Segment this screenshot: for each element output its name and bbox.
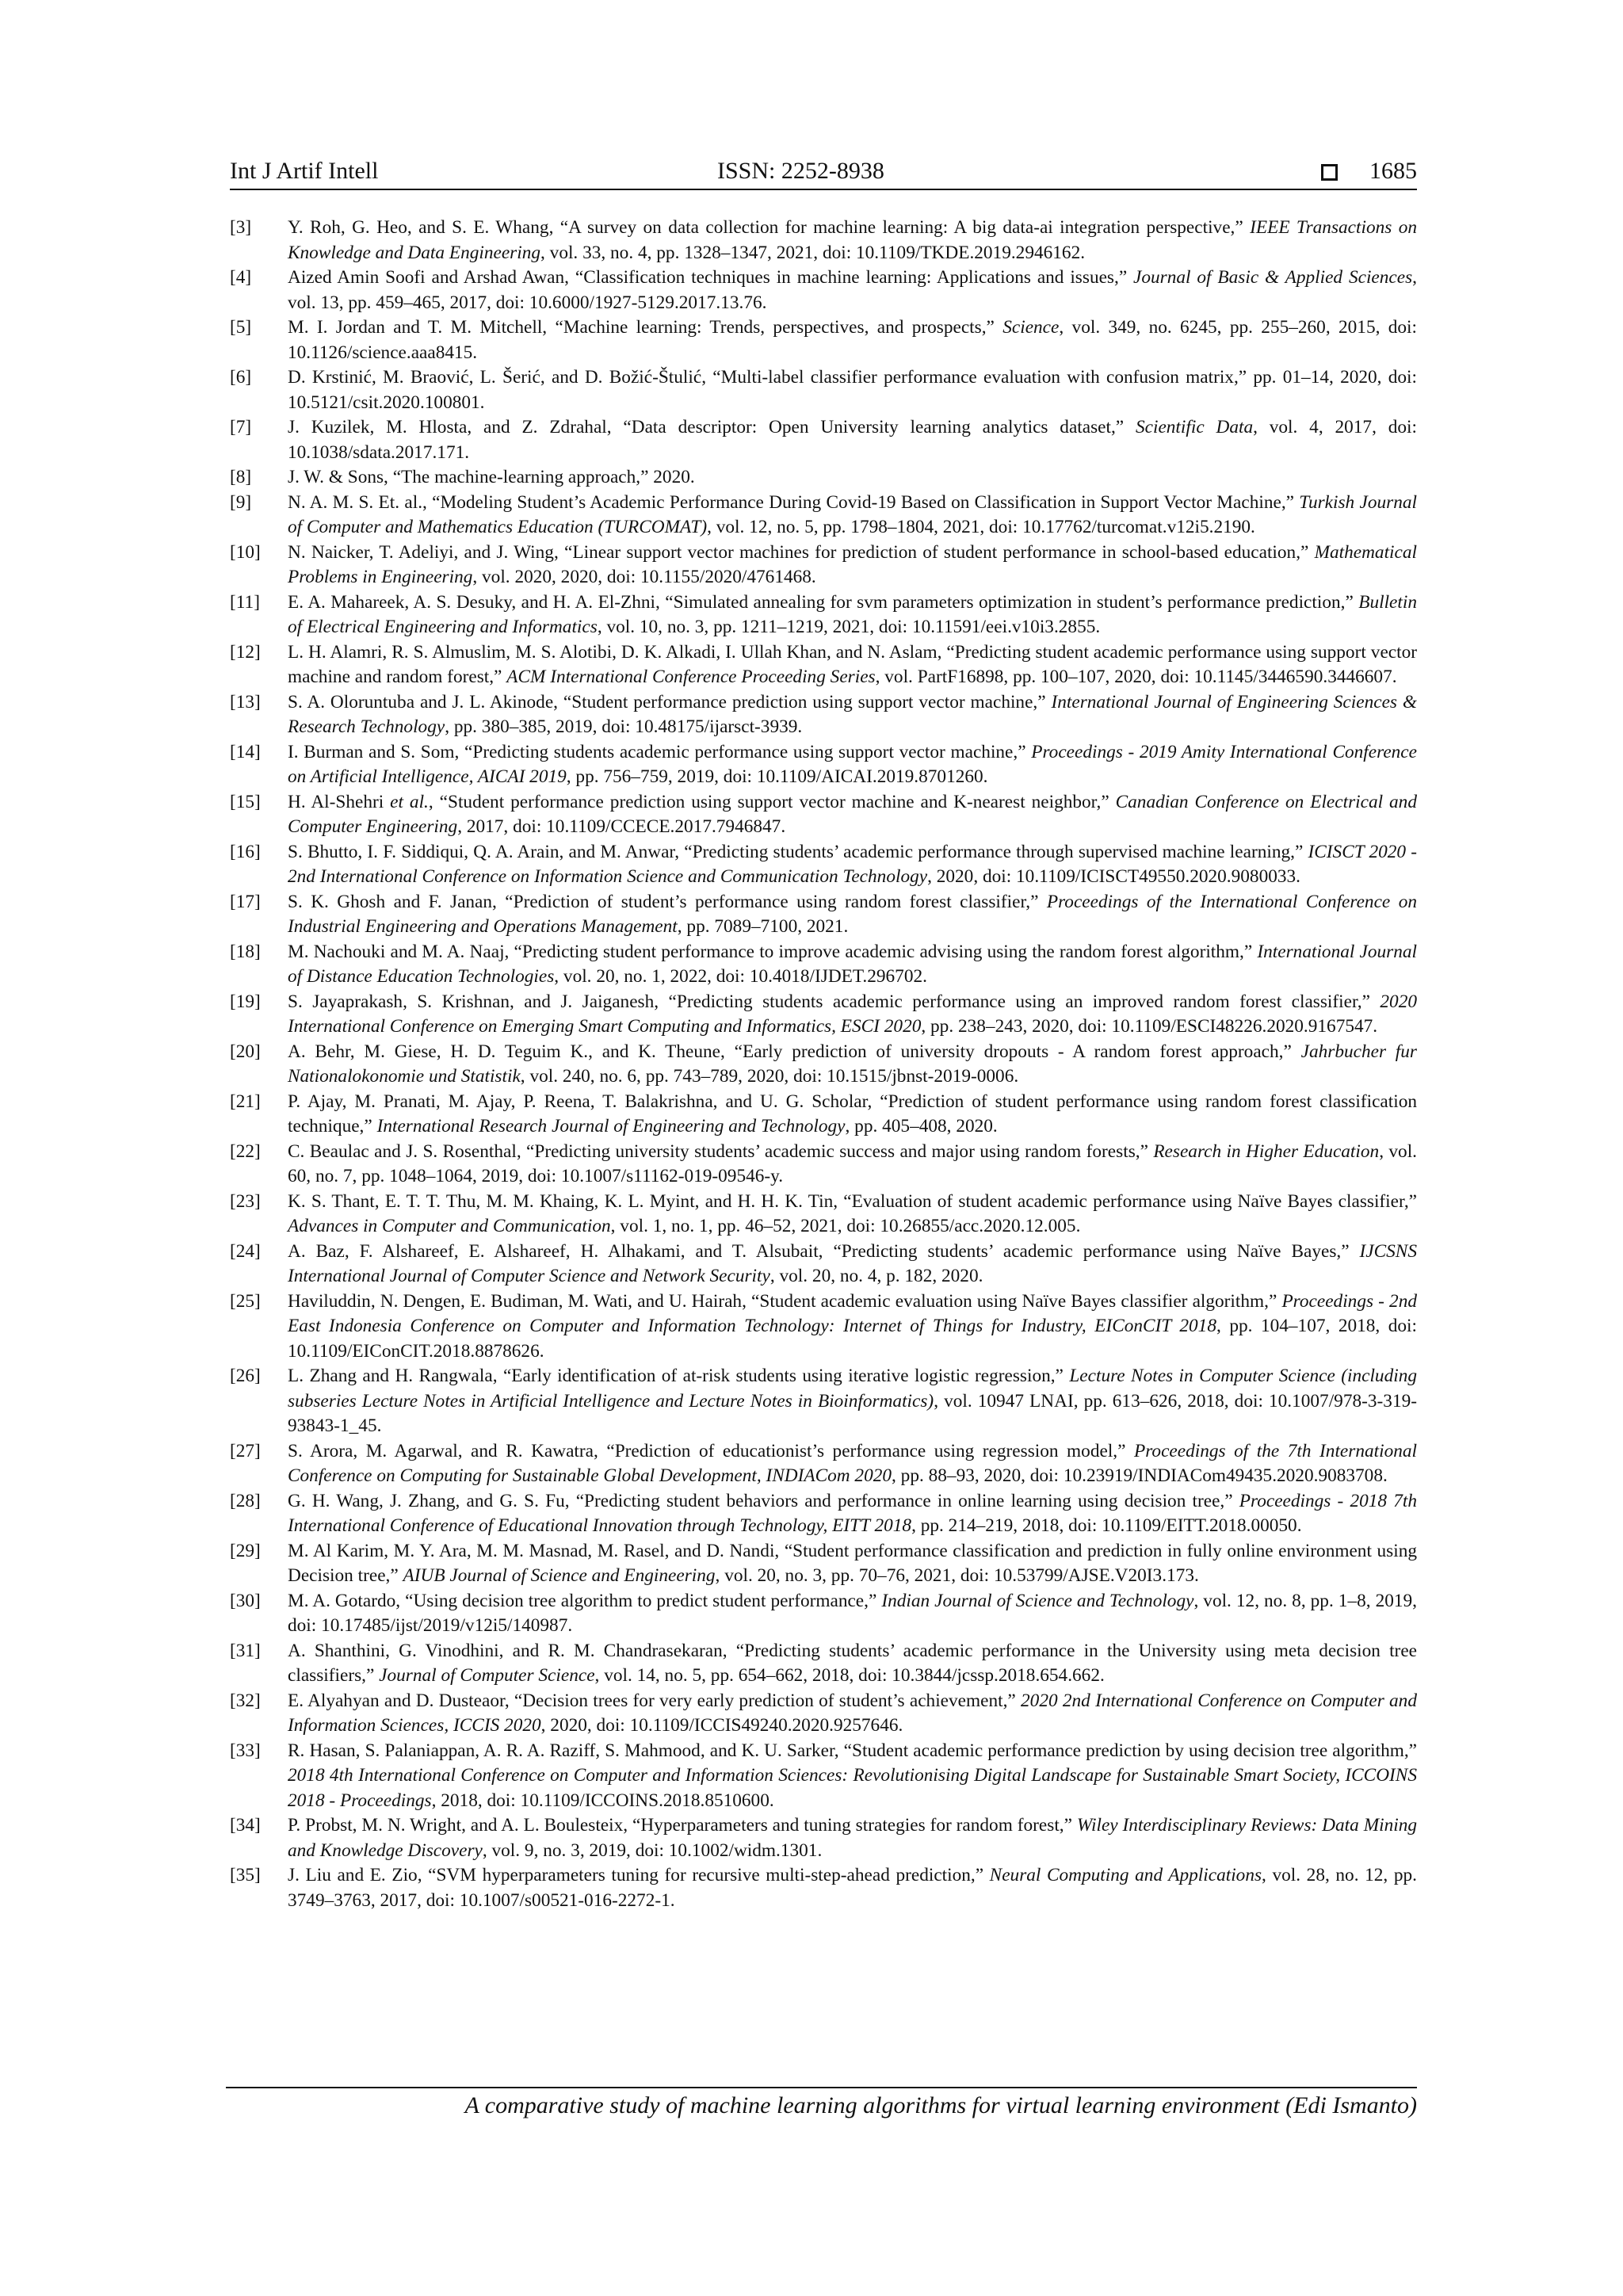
reference-text [288, 740, 1417, 790]
reference-segment: , 2020, doi: 10.1109/ICCIS49240.2020.9257646. [540, 1715, 903, 1736]
reference-item [230, 1240, 1417, 1289]
reference-venue: Neural Computing and Applications [989, 1865, 1262, 1885]
reference-segment: J. W. & Sons, “The machine-learning approach,” 2020. [288, 467, 695, 487]
reference-segment: S. K. Ghosh and F. Janan, “Prediction of student’s performance using random forest classifier,” [288, 891, 1047, 912]
reference-venue: Proceedings - 2019 Amity International Conference on Artificial Intelligence, AICAI 2019 [288, 741, 1417, 787]
reference-segment: E. A. Mahareek, A. S. Desuky, and H. A. El-Zhni, “Simulated annealing for svm parameters optimization in student’s performance prediction,” [288, 591, 1359, 613]
reference-text [288, 640, 1417, 690]
reference-venue: International Research Journal of Engineering and Technology [376, 1116, 846, 1137]
reference-venue: Proceedings of the International Conference on Industrial Engineering and Operations Management [288, 891, 1417, 937]
reference-segment: , vol. 10947 LNAI, pp. 613–626, 2018, doi: 10.1007/978-3-319-93843-1_45. [288, 1390, 1417, 1436]
reference-text [288, 1090, 1417, 1140]
running-header [230, 155, 1417, 187]
reference-segment: , pp. 405–408, 2020. [845, 1116, 998, 1137]
reference-text [288, 790, 1417, 840]
reference-number: [10] [230, 541, 261, 563]
reference-venue: IJCSNS International Journal of Computer Science and Network Security [288, 1240, 1417, 1286]
reference-item [230, 1813, 1417, 1863]
reference-segment: , 2017, doi: 10.1109/CCECE.2017.7946847. [457, 816, 786, 837]
reference-venue: Proceedings - 2018 7th International Conference of Educational Innovation through Technology, EITT 2018 [288, 1490, 1417, 1536]
page-number-group [1321, 155, 1417, 187]
reference-item [230, 1489, 1417, 1539]
reference-venue: Bulletin of Electrical Engineering and Informatics [288, 591, 1417, 637]
reference-item [230, 590, 1417, 640]
reference-venue: ICISCT 2020 - 2nd International Conference on Information Science and Communication Technology [288, 841, 1418, 887]
reference-segment: , pp. 104–107, 2018, doi: 10.1109/EIConCIT.2018.8878626. [288, 1316, 1418, 1362]
reference-segment: D. Krstinić, M. Braović, L. Šerić, and D. Božić-Štulić, “Multi-label classifier performance evaluation with confusion matrix,” pp. 01–14, 2020, doi: 10.5121/csit.2020.100801. [288, 367, 1417, 413]
reference-text [288, 315, 1417, 365]
reference-item [230, 365, 1417, 415]
header-rule [230, 189, 1417, 190]
reference-segment: , vol. 20, no. 3, pp. 70–76, 2021, doi: 10.53799/AJSE.V20I3.173. [715, 1565, 1199, 1586]
reference-text [288, 1439, 1417, 1489]
reference-segment: , vol. 2020, 2020, doi: 10.1155/2020/4761468. [472, 567, 816, 587]
reference-venue: Mathematical Problems in Engineering [288, 541, 1417, 587]
reference-segment: , vol. 4, 2017, doi: 10.1038/sdata.2017.171. [288, 417, 1417, 463]
reference-venue: Journal of Computer Science [379, 1665, 595, 1686]
reference-number: [30] [230, 1590, 261, 1611]
reference-segment: Haviluddin, N. Dengen, E. Budiman, M. Wati, and U. Hairah, “Student academic evaluation using Naïve Bayes classifier algorithm,” [288, 1290, 1282, 1312]
reference-number: [29] [230, 1540, 261, 1561]
reference-segment: , vol. 60, no. 7, pp. 1048–1064, 2019, doi: 10.1007/s11162-019-09546-y. [288, 1140, 1417, 1186]
reference-venue: International Journal of Engineering Sciences & Research Technology [288, 691, 1418, 737]
reference-segment: S. Jayaprakash, S. Krishnan, and J. Jaiganesh, “Predicting students academic performance using an improved random forest classifier,” [288, 991, 1381, 1012]
reference-number: [25] [230, 1290, 261, 1312]
journal-name: Int J Artif Intell [230, 158, 379, 184]
reference-segment: S. Bhutto, I. F. Siddiqui, Q. A. Arain, and M. Anwar, “Predicting students’ academic performance through supervised machine learning,” [288, 841, 1308, 862]
reference-text [288, 541, 1417, 590]
reference-item [230, 415, 1417, 465]
reference-venue: et al. [390, 791, 429, 812]
reference-item [230, 1140, 1417, 1190]
reference-item [230, 266, 1417, 315]
reference-number: [20] [230, 1041, 261, 1062]
reference-number: [19] [230, 991, 261, 1012]
reference-venue: Research in Higher Education [1153, 1140, 1380, 1162]
reference-text [288, 1813, 1417, 1863]
reference-item [230, 840, 1417, 890]
reference-number: [34] [230, 1815, 261, 1836]
reference-item [230, 1364, 1417, 1439]
issn: ISSN: 2252-8938 [717, 158, 884, 184]
reference-item [230, 790, 1417, 840]
reference-segment: M. Al Karim, M. Y. Ara, M. M. Masnad, M. Rasel, and D. Nandi, “Student performance classification and prediction in fully online environment using Decision tree,” [288, 1540, 1417, 1586]
running-footer: A comparative study of machine learning algorithms for virtual learning environment (Edi Ismanto) [464, 2092, 1417, 2118]
reference-number: [16] [230, 841, 261, 862]
reference-text [288, 1140, 1417, 1190]
reference-segment: , pp. 380–385, 2019, doi: 10.48175/ijarsct-3939. [445, 716, 803, 737]
reference-number: [13] [230, 691, 261, 712]
reference-number: [11] [230, 591, 260, 613]
reference-segment: A. Baz, F. Alshareef, E. Alshareef, H. Alhakami, and T. Alsubait, “Predicting students’ academic performance using Naïve Bayes,” [288, 1240, 1360, 1262]
reference-segment: , 2018, doi: 10.1109/ICCOINS.2018.8510600. [431, 1790, 774, 1811]
reference-number: [3] [230, 217, 252, 238]
reference-item [230, 1289, 1417, 1365]
reference-number: [23] [230, 1190, 261, 1212]
reference-text [288, 216, 1417, 266]
reference-number: [24] [230, 1240, 261, 1262]
reference-number: [8] [230, 467, 252, 487]
reference-segment: S. Arora, M. Agarwal, and R. Kawatra, “Prediction of educationist’s performance using regression model,” [288, 1440, 1134, 1461]
reference-venue: Proceedings - 2nd East Indonesia Conference on Computer and Information Technology: Internet of Things for Industry, EIConCIT 2018 [288, 1290, 1418, 1336]
reference-item [230, 216, 1417, 266]
reference-item [230, 740, 1417, 790]
reference-segment: , vol. 14, no. 5, pp. 654–662, 2018, doi: 10.3844/jcssp.2018.654.662. [594, 1665, 1105, 1686]
reference-text [288, 465, 1417, 491]
reference-venue: Indian Journal of Science and Technology [881, 1590, 1194, 1611]
reference-venue: International Journal of Distance Education Technologies [288, 941, 1417, 987]
reference-venue: AIUB Journal of Science and Engineering [403, 1565, 716, 1586]
reference-segment: , pp. 7089–7100, 2021. [677, 916, 849, 937]
page-number: 1685 [1369, 158, 1417, 184]
reference-item [230, 1439, 1417, 1489]
reference-number: [6] [230, 367, 252, 388]
reference-segment: I. Burman and S. Som, “Predicting students academic performance using support vector machine,” [288, 741, 1032, 762]
reference-item [230, 940, 1417, 990]
reference-text [288, 690, 1417, 740]
reference-segment: , vol. 349, no. 6245, pp. 255–260, 2015, doi: 10.1126/science.aaa8415. [288, 317, 1418, 363]
reference-item [230, 315, 1417, 365]
reference-text [288, 1863, 1417, 1913]
reference-segment: J. Liu and E. Zio, “SVM hyperparameters tuning for recursive multi-step-ahead prediction,” [288, 1865, 990, 1885]
reference-segment: M. Nachouki and M. A. Naaj, “Predicting student performance to improve academic advising using the random forest algorithm,” [288, 941, 1258, 962]
reference-text [288, 415, 1417, 465]
reference-text [288, 1040, 1417, 1090]
reference-segment: , vol. 33, no. 4, pp. 1328–1347, 2021, doi: 10.1109/TKDE.2019.2946162. [540, 242, 1086, 263]
reference-segment: Aized Amin Soofi and Arshad Awan, “Classification techniques in machine learning: Applications and issues,” [288, 267, 1134, 288]
reference-venue: IEEE Transactions on Knowledge and Data Engineering [288, 217, 1417, 263]
reference-number: [21] [230, 1091, 261, 1112]
reference-venue: Canadian Conference on Electrical and Computer Engineering [288, 791, 1417, 837]
reference-segment: , pp. 88–93, 2020, doi: 10.23919/INDIACom49435.2020.9083708. [892, 1465, 1388, 1486]
reference-text [288, 1289, 1417, 1365]
reference-number: [15] [230, 791, 261, 812]
reference-segment: , 2020, doi: 10.1109/ICISCT49550.2020.9080033. [927, 866, 1300, 887]
reference-number: [18] [230, 941, 261, 962]
reference-item [230, 541, 1417, 590]
reference-number: [27] [230, 1440, 261, 1461]
reference-item [230, 1689, 1417, 1739]
reference-text [288, 1739, 1417, 1814]
reference-text [288, 491, 1417, 541]
reference-item [230, 1539, 1417, 1589]
reference-segment: , vol. 240, no. 6, pp. 743–789, 2020, doi: 10.1515/jbnst-2019-0006. [520, 1066, 1019, 1087]
reference-segment: , vol. 13, pp. 459–465, 2017, doi: 10.6000/1927-5129.2017.13.76. [288, 267, 1417, 313]
reference-venue: Turkish Journal of Computer and Mathematics Education (TURCOMAT) [288, 491, 1417, 537]
reference-number: [17] [230, 891, 261, 912]
reference-item [230, 1090, 1417, 1140]
reference-venue: Scientific Data [1135, 417, 1254, 437]
reference-text [288, 840, 1417, 890]
reference-text [288, 365, 1417, 415]
reference-text [288, 940, 1417, 990]
reference-number: [26] [230, 1366, 261, 1386]
reference-segment: , pp. 214–219, 2018, doi: 10.1109/EITT.2018.00050. [911, 1515, 1302, 1536]
reference-venue: Proceedings of the 7th International Conference on Computing for Sustainable Global Development, INDIACom 2020 [288, 1440, 1417, 1486]
reference-text [288, 1639, 1417, 1689]
reference-item [230, 890, 1417, 940]
reference-segment: Y. Roh, G. Heo, and S. E. Whang, “A survey on data collection for machine learning: A big data-ai integration perspective,” [288, 217, 1251, 238]
reference-segment: L. H. Alamri, R. S. Almuslim, M. S. Alotibi, D. K. Alkadi, I. Ullah Khan, and N. Aslam, “Predicting student academic performance using support vector machine and random forest,” [288, 641, 1417, 687]
reference-item [230, 1739, 1417, 1814]
reference-text [288, 990, 1417, 1040]
reference-item [230, 465, 1417, 491]
reference-segment: M. I. Jordan and T. M. Mitchell, “Machine learning: Trends, perspectives, and prospects,” [288, 317, 1003, 338]
reference-item [230, 640, 1417, 690]
reference-venue: Wiley Interdisciplinary Reviews: Data Mining and Knowledge Discovery [288, 1815, 1417, 1861]
reference-item [230, 1639, 1417, 1689]
reference-venue: Journal of Basic & Applied Sciences [1133, 267, 1413, 288]
reference-segment: P. Ajay, M. Pranati, M. Ajay, P. Reena, T. Balakrishna, and U. G. Scholar, “Prediction of student performance using random forest classification technique,” [288, 1091, 1417, 1137]
reference-segment: C. Beaulac and J. S. Rosenthal, “Predicting university students’ academic success and major using random forests,” [288, 1140, 1154, 1162]
reference-item [230, 1190, 1417, 1240]
reference-segment: K. S. Thant, E. T. T. Thu, M. M. Khaing, K. L. Myint, and H. H. K. Tin, “Evaluation of student academic performance using Naïve Bayes classifier,” [288, 1190, 1417, 1212]
reference-segment: A. Shanthini, G. Vinodhini, and R. M. Chandrasekaran, “Predicting students’ academic performance in the University using meta decision tree classifiers,” [288, 1640, 1417, 1686]
reference-venue: Science [1002, 317, 1060, 338]
reference-segment: N. Naicker, T. Adeliyi, and J. Wing, “Linear support vector machines for prediction of student performance in school-based education,” [288, 541, 1315, 563]
reference-item [230, 491, 1417, 541]
reference-segment: , vol. 9, no. 3, 2019, doi: 10.1002/widm.1301. [482, 1839, 823, 1861]
reference-segment: , “Student performance prediction using support vector machine and K-nearest neighbor,” [428, 791, 1116, 812]
reference-venue: Advances in Computer and Communication [288, 1216, 611, 1236]
reference-item [230, 1863, 1417, 1913]
reference-number: [28] [230, 1490, 261, 1511]
reference-venue: ACM International Conference Proceeding Series [506, 667, 876, 687]
reference-segment: S. A. Oloruntuba and J. L. Akinode, “Student performance prediction using support vector machine,” [288, 691, 1052, 712]
reference-text [288, 1689, 1417, 1739]
reference-number: [33] [230, 1740, 261, 1761]
reference-list [230, 216, 1417, 1913]
reference-segment: , vol. 12, no. 5, pp. 1798–1804, 2021, doi: 10.17762/turcomat.v12i5.2190. [707, 517, 1255, 537]
reference-text [288, 1489, 1417, 1539]
reference-segment: , vol. 12, no. 8, pp. 1–8, 2019, doi: 10.17485/ijst/2019/v12i5/140987. [288, 1590, 1417, 1636]
reference-text [288, 590, 1417, 640]
reference-item [230, 1040, 1417, 1090]
reference-number: [14] [230, 741, 261, 762]
reference-segment: A. Behr, M. Giese, H. D. Teguim K., and K. Theune, “Early prediction of university dropouts - A random forest approach,” [288, 1041, 1301, 1062]
reference-venue: Lecture Notes in Computer Science (including subseries Lecture Notes in Artificial Intelligence and Lecture Notes in Bioinformatics) [288, 1366, 1417, 1412]
reference-number: [35] [230, 1865, 261, 1885]
reference-segment: , vol. 20, no. 4, p. 182, 2020. [769, 1266, 983, 1286]
reference-segment: , vol. 10, no. 3, pp. 1211–1219, 2021, doi: 10.11591/eei.v10i3.2855. [597, 617, 1101, 637]
reference-item [230, 1589, 1417, 1639]
reference-venue: 2020 International Conference on Emerging Smart Computing and Informatics, ESCI 2020 [288, 991, 1417, 1037]
reference-venue: 2018 4th International Conference on Computer and Information Sciences: Revolutionising Digital Landscape for Sustainable Smart Society, ICCOINS 2018 - Proceedings [288, 1765, 1417, 1811]
reference-text [288, 1589, 1417, 1639]
reference-segment: , pp. 238–243, 2020, doi: 10.1109/ESCI48226.2020.9167547. [921, 1016, 1378, 1037]
reference-text [288, 266, 1417, 315]
footer-rule [226, 2087, 1417, 2088]
reference-text [288, 1539, 1417, 1589]
reference-text [288, 1240, 1417, 1289]
reference-item [230, 990, 1417, 1040]
reference-segment: L. Zhang and H. Rangwala, “Early identification of at-risk students using iterative logistic regression,” [288, 1366, 1070, 1386]
reference-segment: P. Probst, M. N. Wright, and A. L. Boulesteix, “Hyperparameters and tuning strategies for random forest,” [288, 1815, 1077, 1836]
reference-segment: J. Kuzilek, M. Hlosta, and Z. Zdrahal, “Data descriptor: Open University learning analytics dataset,” [288, 417, 1136, 437]
reference-number: [12] [230, 641, 261, 663]
reference-segment: M. A. Gotardo, “Using decision tree algorithm to predict student performance,” [288, 1590, 882, 1611]
square-bullet-icon [1321, 164, 1338, 181]
reference-segment: , vol. 1, no. 1, pp. 46–52, 2021, doi: 10.26855/acc.2020.12.005. [610, 1216, 1081, 1236]
reference-number: [9] [230, 491, 252, 513]
reference-text [288, 1190, 1417, 1240]
reference-segment: , pp. 756–759, 2019, doi: 10.1109/AICAI.2019.8701260. [566, 766, 988, 787]
reference-text [288, 1364, 1417, 1439]
reference-venue: Jahrbucher fur Nationalokonomie und Statistik [288, 1041, 1417, 1087]
reference-segment: N. A. M. S. Et. al., “Modeling Student’s Academic Performance During Covid-19 Based on Classification in Support Vector Machine,” [288, 491, 1300, 513]
reference-venue: 2020 2nd International Conference on Computer and Information Sciences, ICCIS 2020 [288, 1690, 1417, 1736]
reference-number: [22] [230, 1140, 261, 1162]
reference-text [288, 890, 1417, 940]
reference-segment: R. Hasan, S. Palaniappan, A. R. A. Raziff, S. Mahmood, and K. U. Sarker, “Student academic performance prediction by using decision tree algorithm,” [288, 1740, 1417, 1761]
reference-item [230, 690, 1417, 740]
reference-segment: H. Al-Shehri [288, 791, 391, 812]
reference-segment: , vol. 28, no. 12, pp. 3749–3763, 2017, doi: 10.1007/s00521-016-2272-1. [288, 1865, 1417, 1911]
reference-segment: E. Alyahyan and D. Dusteaor, “Decision trees for very early prediction of student’s achievement,” [288, 1690, 1022, 1711]
reference-number: [5] [230, 317, 252, 338]
reference-segment: , vol. PartF16898, pp. 100–107, 2020, doi: 10.1145/3446590.3446607. [875, 667, 1397, 687]
reference-number: [31] [230, 1640, 261, 1661]
reference-segment: G. H. Wang, J. Zhang, and G. S. Fu, “Predicting student behaviors and performance in online learning using decision tree,” [288, 1490, 1239, 1511]
reference-segment: , vol. 20, no. 1, 2022, doi: 10.4018/IJDET.296702. [554, 966, 927, 987]
reference-number: [32] [230, 1690, 261, 1711]
reference-number: [4] [230, 267, 252, 288]
reference-number: [7] [230, 417, 252, 437]
